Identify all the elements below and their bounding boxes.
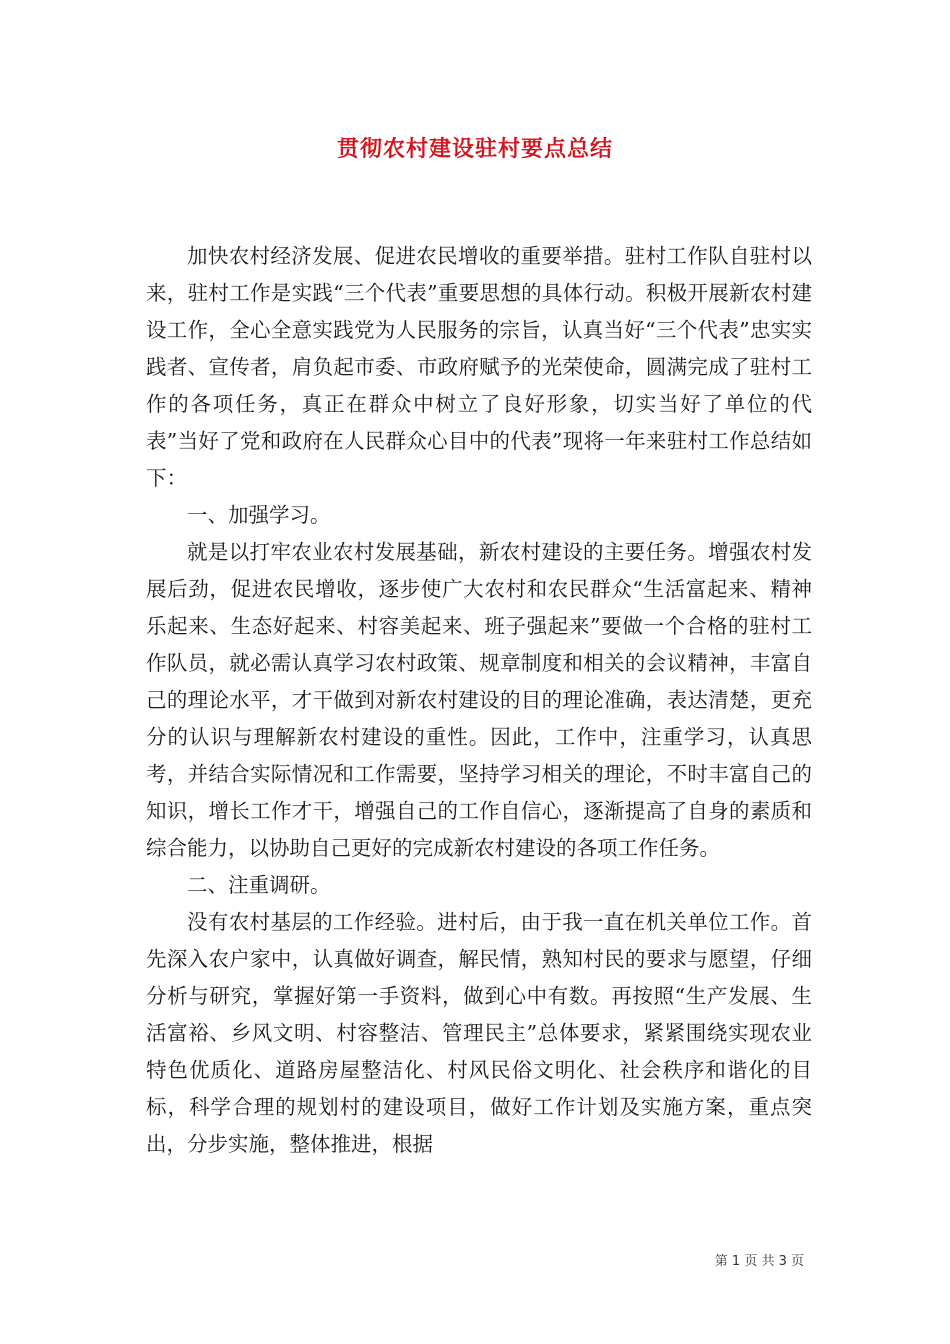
paragraph-section-2: 没有农村基层的工作经验。进村后，由于我一直在机关单位工作。首先深入农户家中，认真做好调查，解民情，熟知村民的要求与愿望，仔细分析与研究，掌握好第一手资料，做到心中有数。再按照“生产发展、生活富裕、乡风文明、村容整洁、管理民主”总体要求，紧紧围绕实现农业特色优质化、道路房屋整洁化、村风民俗文明化、社会秩序和谐化的目标，科学合理的规划村的建设项目，做好工作计划及实施方案，重点突出，分步实施，整体推进，根据 <box>146 910 812 1156</box>
paragraph-section-1: 就是以打牢农业农村发展基础，新农村建设的主要任务。增强农村发展后劲，促进农民增收，逐步使广大农村和农民群众“生活富起来、精神乐起来、生态好起来、村容美起来、班子强起来”要做一个合格的驻村工作队员，就必需认真学习农村政策、规章制度和相关的会议精神，丰富自己的理论水平，才干做到对新农村建设的目的理论准确，表达清楚，更充分的认识与理解新农村建设的重性。因此，工作中，注重学习，认真思考，并结合实际情况和工作需要，坚持学习相关的理论，不时丰富自己的知识，增长工作才干，增强自己的工作自信心，逐渐提高了自身的素质和综合能力，以协助自己更好的完成新农村建设的各项工作任务。 <box>146 540 812 860</box>
section-heading-2: 二、注重调研。 <box>187 873 331 897</box>
page-number: 第 1 页 共 3 页 <box>714 1254 804 1269</box>
paragraph-intro: 加快农村经济发展、促进农民增收的重要举措。驻村工作队自驻村以来，驻村工作是实践“三个代表”重要思想的具体行动。积极开展新农村建设工作，全心全意实践党为人民服务的宗旨，认真当好“三个代表”忠实实践者、宣传者，肩负起市委、市政府赋予的光荣使命，圆满完成了驻村工作的各项任务，真正在群众中树立了良好形象，切实当好了单位的代表”当好了党和政府在人民群众心目中的代表”现将一年来驻村工作总结如下： <box>146 244 812 490</box>
document-title: 贯彻农村建设驻村要点总结 <box>336 137 613 162</box>
document-body <box>146 238 812 1163</box>
section-heading-1: 一、加强学习。 <box>187 503 331 527</box>
